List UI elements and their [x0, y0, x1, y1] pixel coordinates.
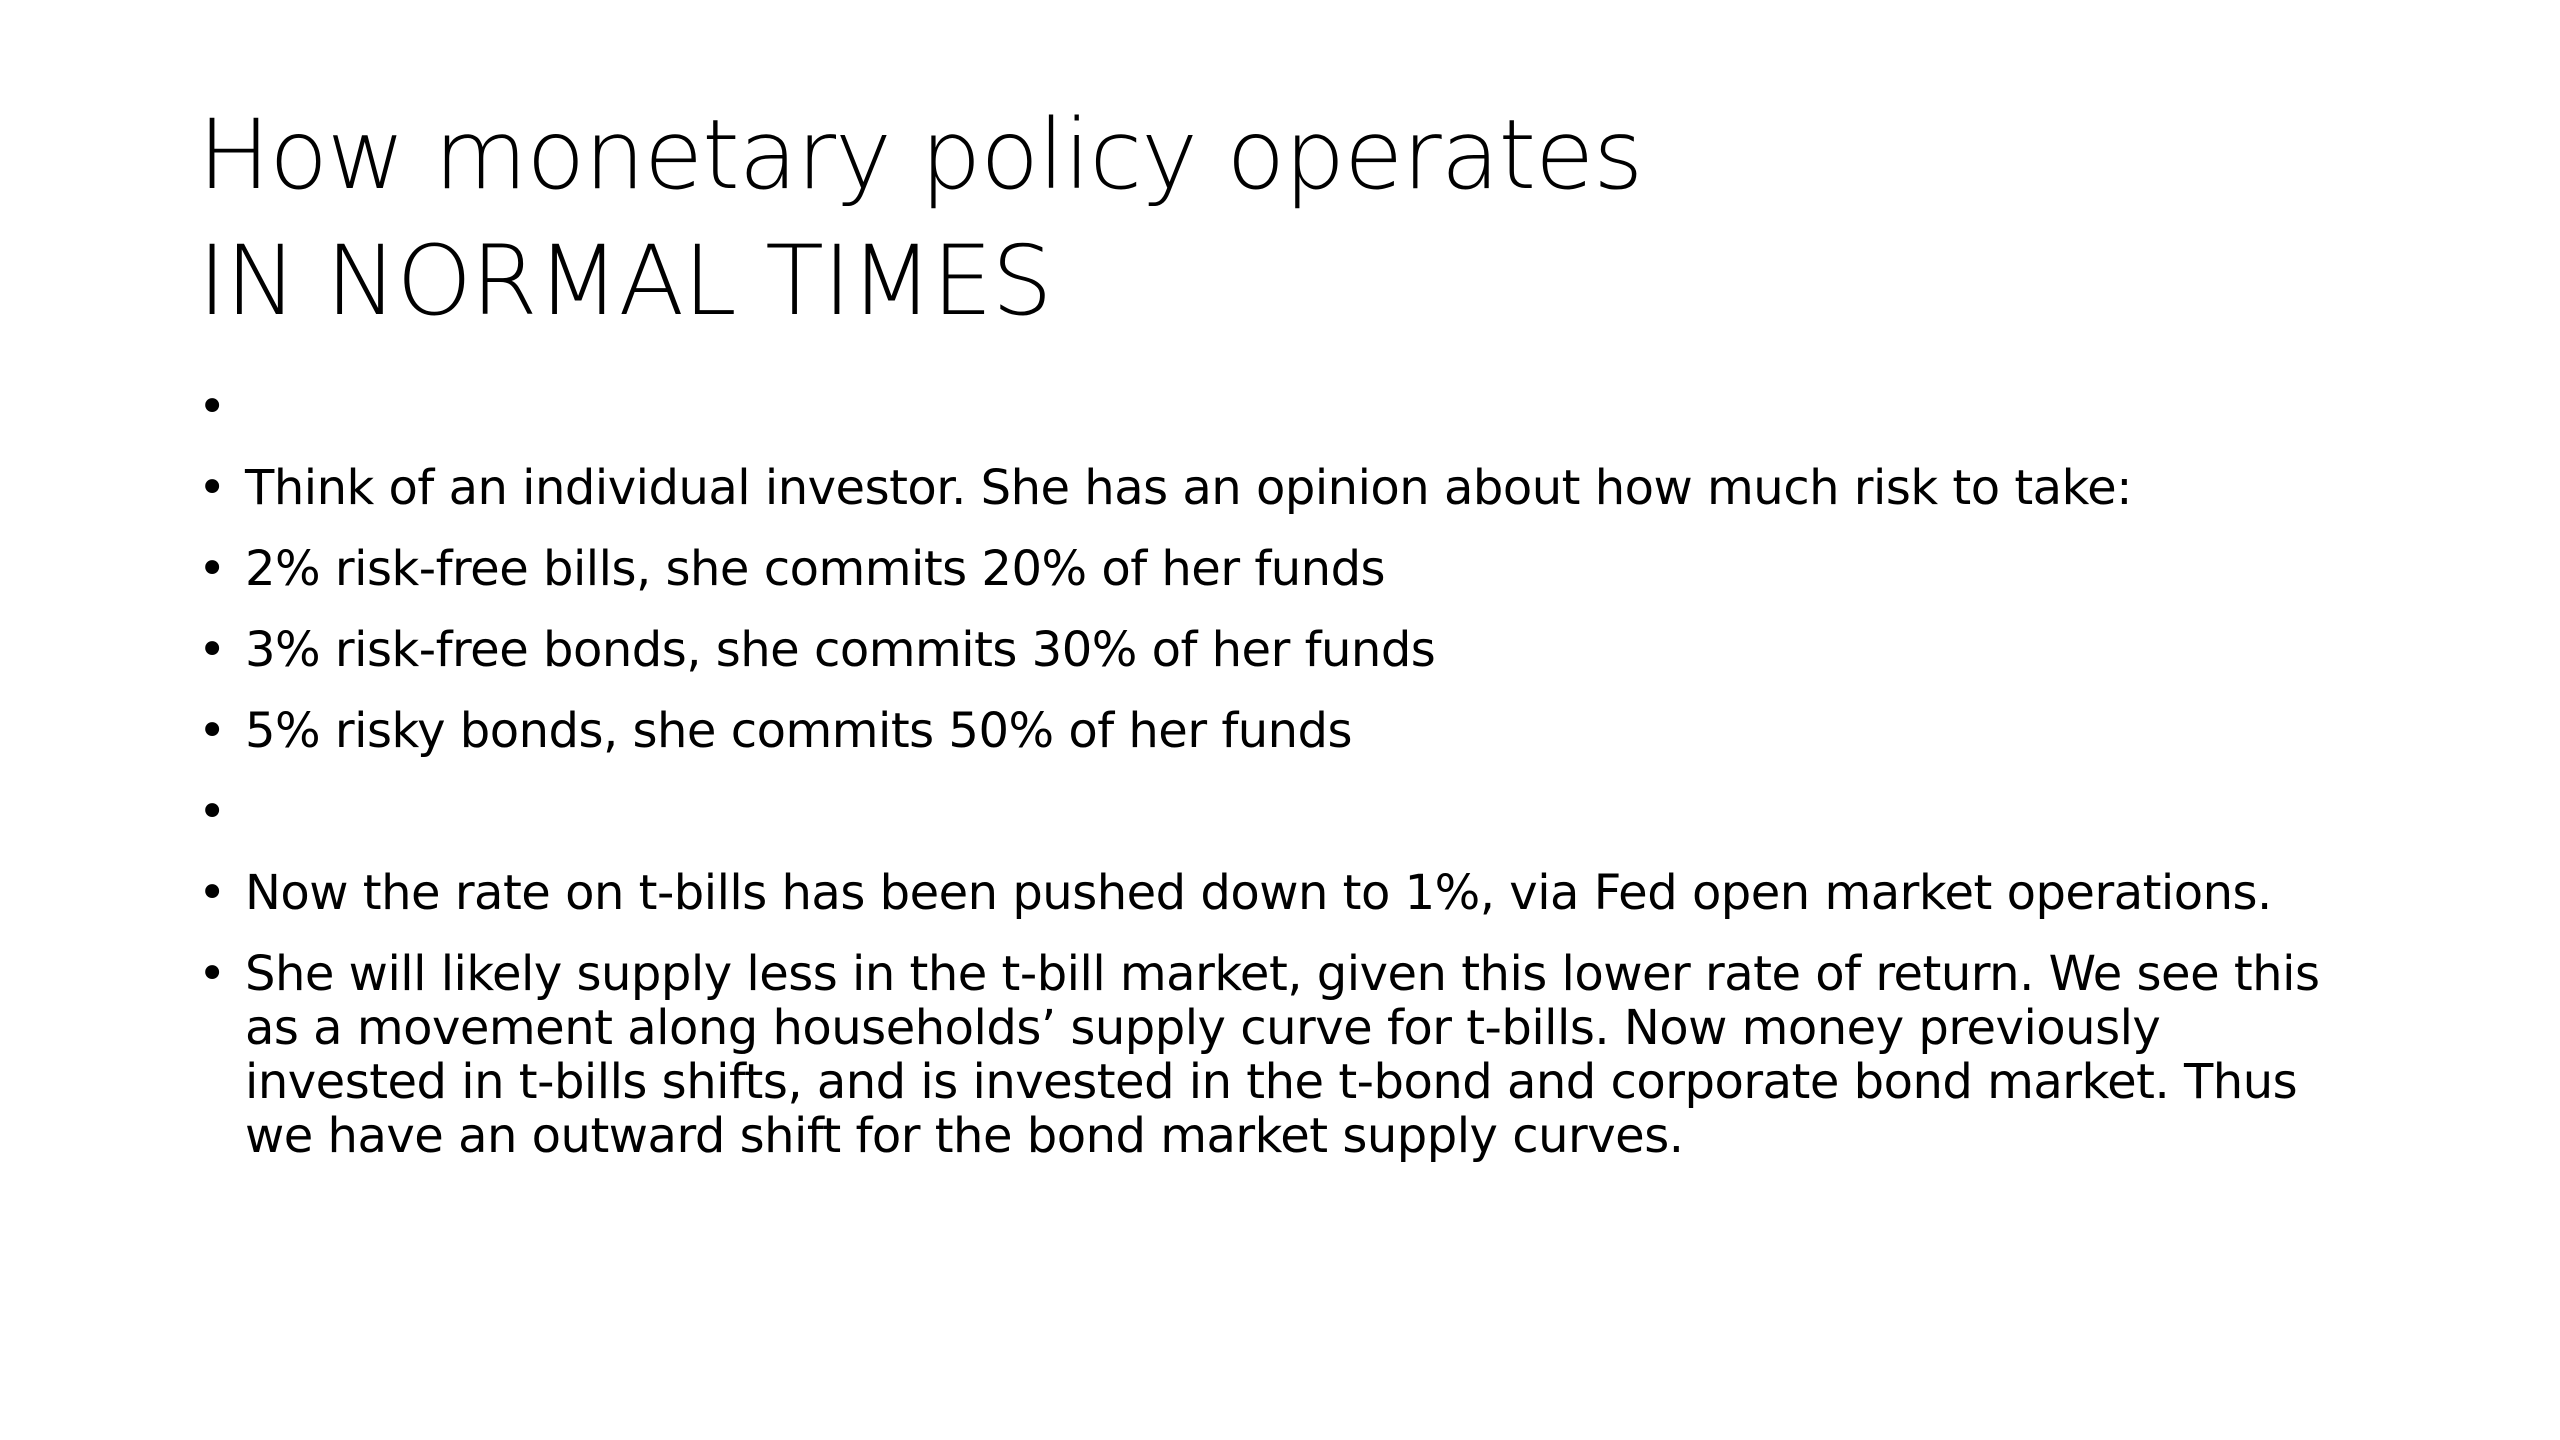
- bullet-dot-icon: •: [198, 541, 226, 597]
- bullet-text: Think of an individual investor. She has an opinion about how much risk to take:: [245, 460, 2132, 516]
- bullet-item-supply-shift: [198, 947, 2368, 1163]
- bullet-item-tbill-rate: [198, 866, 2368, 920]
- bullet-dot-icon: •: [198, 622, 226, 678]
- slide-title: [198, 92, 2398, 344]
- bullet-text: Now the rate on t-bills has been pushed down to 1%, via Fed open market operations.: [245, 865, 2272, 921]
- bullet-list: [198, 380, 2368, 1190]
- bullet-item-riskfree-bonds: [198, 623, 2368, 677]
- bullet-dot-icon: •: [198, 865, 226, 921]
- bullet-dot-icon: •: [198, 784, 226, 840]
- slide-title-line-2: IN NORMAL TIMES: [198, 225, 1052, 337]
- bullet-text: 2% risk-free bills, she commits 20% of her funds: [245, 541, 1386, 597]
- bullet-dot-icon: •: [198, 946, 226, 1002]
- bullet-text: She will likely supply less in the t-bill market, given this lower rate of return. We see this as a movement along households’ supply curve for t-bills. Now money previously invested in t-bills shifts, and is invested in the t-bond and corporate bond market. Thus we have an outward shift for the bond market supply curves.: [245, 946, 2320, 1164]
- bullet-item-bills: [198, 542, 2368, 596]
- bullet-dot-icon: •: [198, 703, 226, 759]
- bullet-item-empty-1: [198, 380, 2368, 434]
- bullet-text: 5% risky bonds, she commits 50% of her funds: [245, 703, 1353, 759]
- bullet-item-empty-2: [198, 785, 2368, 839]
- bullet-dot-icon: •: [198, 460, 226, 516]
- bullet-text: 3% risk-free bonds, she commits 30% of her funds: [245, 622, 1436, 678]
- bullet-item-investor: [198, 461, 2368, 515]
- slide-title-line-1: How monetary policy operates: [198, 99, 1643, 211]
- bullet-dot-icon: •: [198, 379, 226, 435]
- bullet-item-risky-bonds: [198, 704, 2368, 758]
